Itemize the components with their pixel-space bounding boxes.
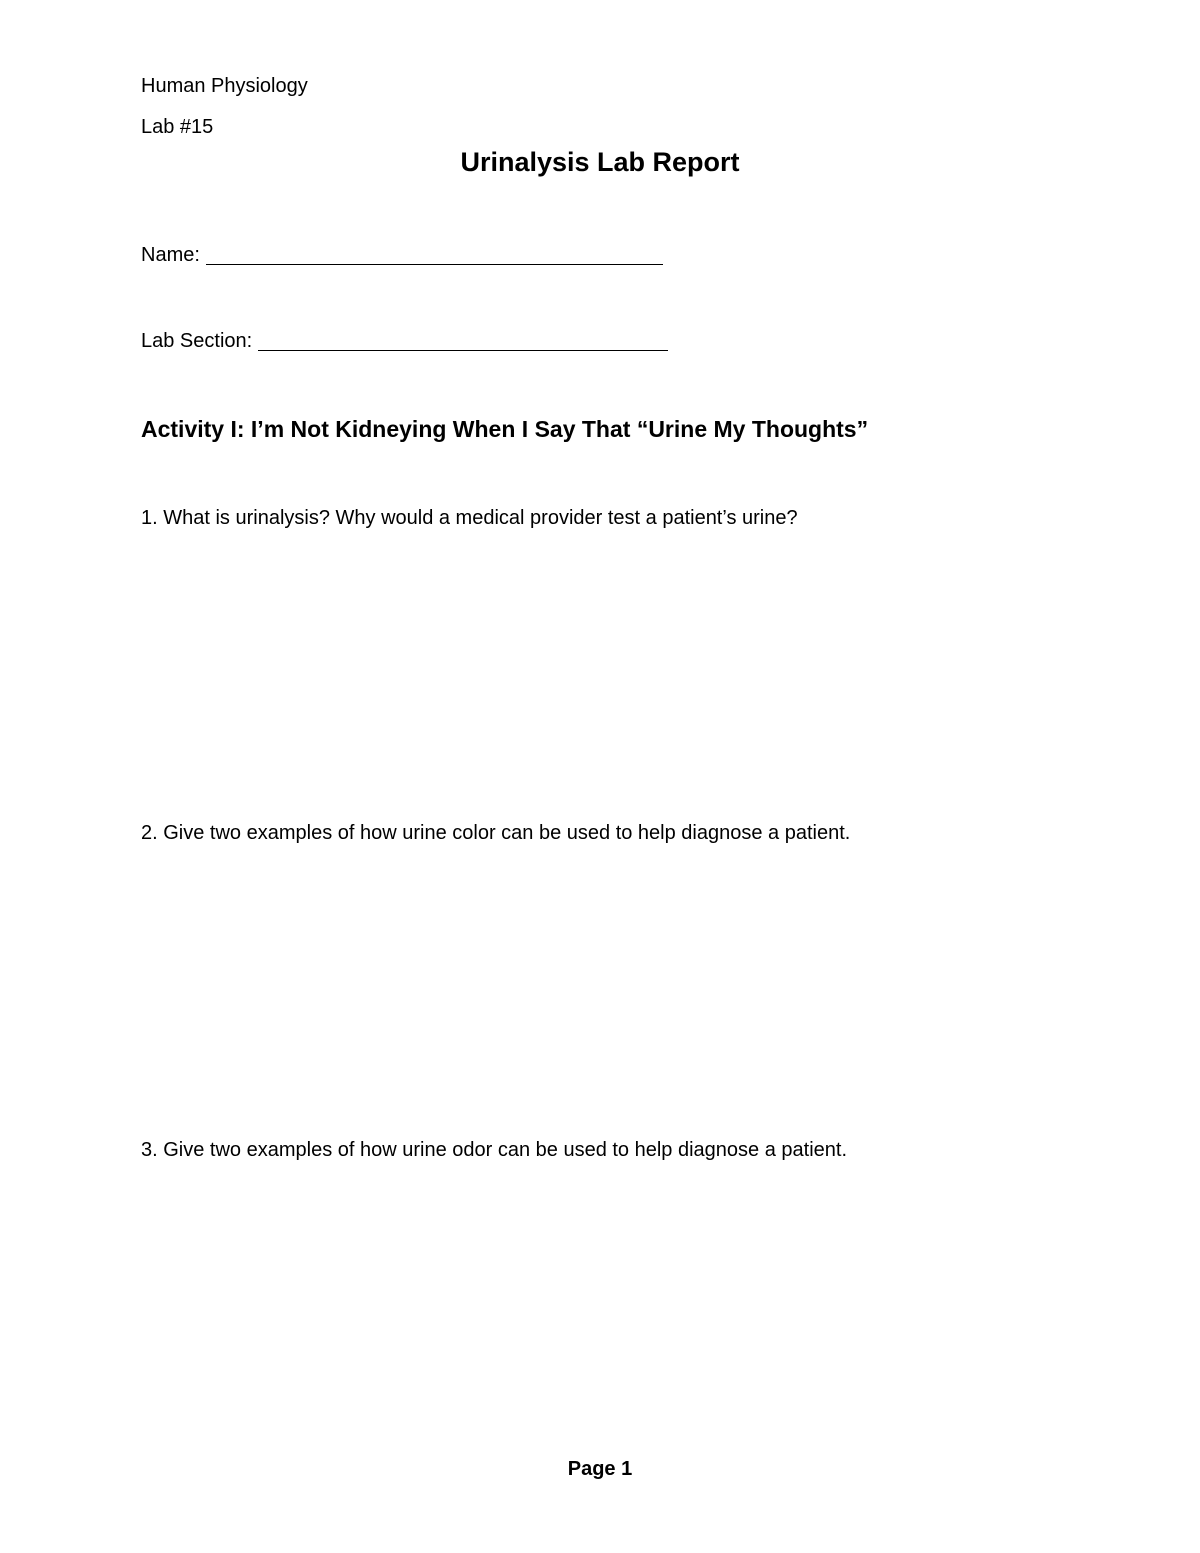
course-name: Human Physiology: [141, 75, 308, 97]
lab-section-field: [141, 331, 668, 351]
page-number: Page 1: [567, 1458, 633, 1480]
name-blank-line[interactable]: [206, 246, 663, 265]
answer-area-1[interactable]: [141, 545, 1059, 805]
answer-area-3[interactable]: [141, 1177, 1059, 1437]
question-3: 3. Give two examples of how urine odor can be used to help diagnose a patient.: [141, 1139, 848, 1161]
lab-number: Lab #15: [141, 116, 214, 138]
question-2: 2. Give two examples of how urine color can be used to help diagnose a patient.: [141, 822, 851, 844]
activity-heading: Activity I: I’m Not Kidneying When I Say That “Urine My Thoughts”: [141, 416, 869, 442]
page-title: Urinalysis Lab Report: [460, 147, 740, 177]
lab-section-label: Lab Section:: [141, 330, 253, 352]
lab-section-blank-line[interactable]: [258, 332, 668, 351]
question-1: 1. What is urinalysis? Why would a medical provider test a patient’s urine?: [141, 507, 798, 529]
name-field: [141, 245, 663, 265]
answer-area-2[interactable]: [141, 860, 1059, 1120]
name-label: Name:: [141, 244, 200, 266]
